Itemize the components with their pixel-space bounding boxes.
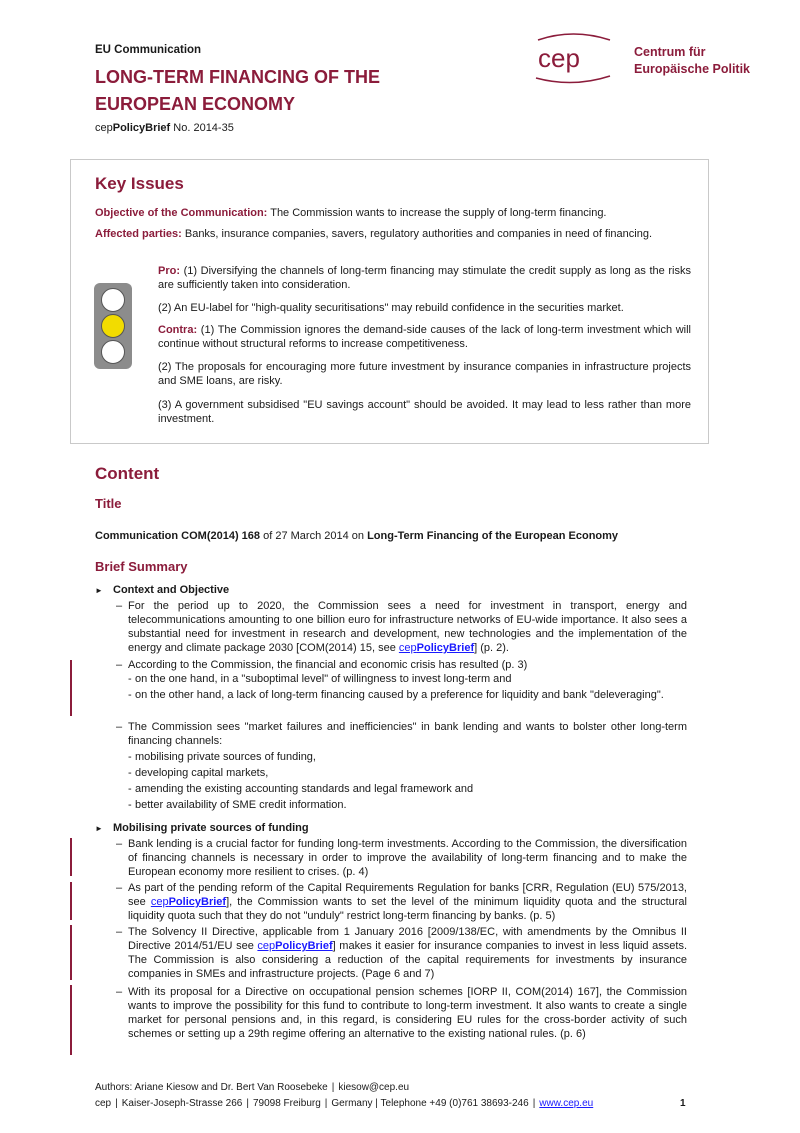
triangle-bullet-icon: ► — [95, 824, 103, 833]
change-bar — [70, 838, 72, 876]
sub-list-item: - mobilising private sources of funding, — [128, 751, 316, 763]
contra-1: Contra: (1) The Commission ignores the demand-side causes of the lack of long-term investment which will continue without structural reforms to increase competitiveness. — [158, 324, 692, 350]
list-item: – Bank lending is a crucial factor for funding long-term investments. According to the Commission, the diversification of financing channels is necessary in order to improve the availability of long-term financing and to make the European economy more resilient to crises. (p. 4) — [116, 838, 687, 878]
page-number: 1 — [680, 1098, 686, 1109]
list-item: – According to the Commission, the financial and economic crisis has resulted (p. 3) — [116, 659, 528, 671]
cep-policybrief-link[interactable]: cepPolicyBrief — [257, 940, 333, 952]
key-issues-box — [70, 159, 709, 444]
traffic-light-red-lamp — [101, 288, 125, 312]
footer-authors: Authors: Ariane Kiesow and Dr. Bert Van Roosebeke | kiesow@cep.eu — [95, 1082, 410, 1093]
footer-address: cep | Kaiser-Joseph-Strasse 266 | 79098 Freiburg | Germany | Telephone +49 (0)761 38693-246 | www.cep.eu — [95, 1098, 594, 1109]
section-heading-context: ► Context and Objective — [95, 584, 230, 596]
policy-brief-id: cepPolicyBrief No. 2014-35 — [95, 122, 234, 134]
cep-logo-text: cep — [538, 43, 580, 73]
author-email[interactable]: kiesow@cep.eu — [338, 1082, 410, 1093]
title-heading: Title — [95, 496, 122, 511]
contra-2: (2) The proposals for encouraging more future investment by insurance companies in infrastructure projects and SME loans, are risky. — [158, 361, 691, 387]
pro-2: (2) An EU-label for "high-quality securitisations" may rebuild confidence in the securities market. — [158, 302, 624, 314]
list-item: – The Solvency II Directive, applicable from 1 January 2016 [2009/138/EC, with amendments by the Omnibus II Directive 2014/51/EU see cepPolicyBrief] makes it easier for insurance companies to invest in less liquid assets. The Commission is also considering a reduction of the capital requirements for investments by insurance companies in SMEs and infrastructure projects. (Page 6 and 7) — [116, 926, 687, 980]
traffic-light-green-lamp — [101, 340, 125, 364]
list-item: – For the period up to 2020, the Commission sees a need for investment in transport, energy and telecommunications amounting to one billion euro for infrastructure networks of EU-wide importance. It also sees a substantial need for investment in research and development, new technologies and the implementation of the energy and climate package 2030 [COM(2014) 15, see cepPolicyBrief] (p. 2). — [116, 600, 687, 654]
list-item: – With its proposal for a Directive on occupational pension schemes [IORP II, COM(2014) 167], the Commission wants to improve the possibility for this fund to contribute to long-term investment. It also wants to create a single market for personal pensions and, in this regard, is considering EU rules for the cross-border activity of such schemes or setting up a 29th regime offering an alternative to the existing national rules. (p. 6) — [116, 986, 687, 1040]
affected-parties-paragraph: Affected parties: Banks, insurance companies, savers, regulatory authorities and companies in need of financing. — [95, 228, 653, 240]
list-item: – As part of the pending reform of the Capital Requirements Regulation for banks [CRR, Regulation (EU) 575/2013, see cepPolicyBrief], the Commission wants to set the level of the minimum liquidity quota and the structural liquidity quota such that they do not "unduly" restrict long-term financing by banks. (p. 5) — [116, 882, 687, 922]
cep-logo-mark — [518, 30, 628, 86]
objective-paragraph: Objective of the Communication: The Commission wants to increase the supply of long-term financing. — [95, 207, 607, 219]
change-bar — [70, 882, 72, 920]
change-bar — [70, 925, 72, 980]
traffic-light-icon — [94, 283, 132, 369]
contra-3: (3) A government subsidised "EU savings account" should be avoided. It may lead to less rather than more investment. — [158, 399, 691, 425]
key-issues-title: Key Issues — [95, 174, 184, 193]
list-item: – The Commission sees "market failures and inefficiencies" in bank lending and wants to bolster other long-term financing channels: — [116, 721, 687, 747]
sub-list-item: - better availability of SME credit information. — [128, 799, 347, 811]
document-type-label: EU Communication — [95, 44, 202, 56]
section-heading-mobilising: ► Mobilising private sources of funding — [95, 822, 309, 834]
document-title: LONG-TERM FINANCING OF THE EUROPEAN ECONOMY — [95, 67, 380, 114]
sub-list-item: - on the one hand, in a "suboptimal level" of willingness to invest long-term and — [128, 673, 512, 685]
sub-list-item: - developing capital markets, — [128, 767, 269, 779]
pro-1: Pro: (1) Diversifying the channels of long-term financing may stimulate the credit supply as long as the risks are sufficiently taken into consideration. — [158, 265, 691, 291]
cep-policybrief-link[interactable]: cepPolicyBrief — [398, 642, 475, 654]
cep-policybrief-link[interactable]: cepPolicyBrief — [150, 896, 227, 908]
content-heading: Content — [95, 464, 160, 483]
triangle-bullet-icon: ► — [95, 586, 103, 595]
sub-list-item: - on the other hand, a lack of long-term financing caused by a preference for liquidity and bank "deleveraging". — [128, 689, 664, 701]
traffic-light-yellow-lamp — [101, 314, 125, 338]
communication-title-line: Communication COM(2014) 168 of 27 March 2014 on Long-Term Financing of the European Economy — [95, 530, 619, 542]
sub-list-item: - amending the existing accounting standards and legal framework and — [128, 783, 474, 795]
brief-summary-heading: Brief Summary — [95, 559, 188, 574]
website-link[interactable]: www.cep.eu — [539, 1098, 594, 1109]
logo-org-name: Centrum für Europäische Politik — [634, 45, 751, 76]
cep-logo — [518, 30, 778, 86]
change-bar — [70, 985, 72, 1055]
change-bar — [70, 660, 72, 716]
